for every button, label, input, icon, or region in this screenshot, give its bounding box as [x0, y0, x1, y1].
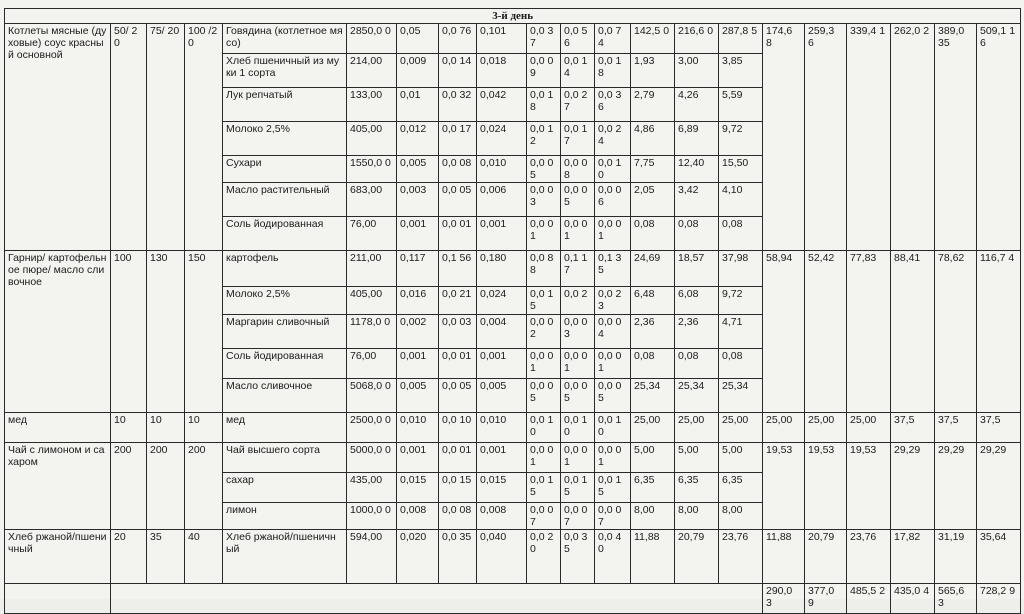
norm-value: 0,0 27: [561, 88, 595, 122]
norm-value: 0,0 05: [561, 183, 595, 217]
cost-value: 216,6 0: [675, 24, 719, 54]
dish-total: 19,53: [763, 443, 805, 530]
norm-value: 0,0 40: [595, 530, 631, 584]
norm-value: 0,0 23: [595, 287, 631, 315]
dish-name: Хлеб ржаной/пшеничный: [5, 530, 111, 584]
norm-value: 0,008: [477, 503, 527, 530]
ingredient-name: лимон: [223, 503, 347, 530]
ingredient-price: 5000,0 0: [347, 443, 397, 473]
cost-value: 5,00: [631, 443, 675, 473]
dish-total: 11,88: [763, 530, 805, 584]
cost-value: 6,48: [631, 287, 675, 315]
dish-total: 389,0 35: [935, 24, 977, 251]
ingredient-name: Масло сливочное: [223, 379, 347, 413]
norm-value: 0,0 17: [561, 122, 595, 156]
cost-value: 24,69: [631, 251, 675, 287]
norm-value: 0,0 32: [439, 88, 477, 122]
norm-value: 0,0 01: [595, 349, 631, 379]
cost-value: 25,34: [631, 379, 675, 413]
cost-value: 4,86: [631, 122, 675, 156]
dish-total: 58,94: [763, 251, 805, 413]
norm-value: 0,0 18: [595, 54, 631, 88]
cost-value: 0,08: [719, 349, 763, 379]
cost-value: 12,40: [675, 156, 719, 183]
table-row: [5, 251, 1021, 287]
norm-value: 0,0 76: [439, 24, 477, 54]
ingredient-price: 435,00: [347, 473, 397, 503]
ingredient-name: Соль йодированная: [223, 217, 347, 251]
menu-cost-table: [4, 8, 1021, 614]
ingredient-price: 405,00: [347, 287, 397, 315]
ingredient-name: картофель: [223, 251, 347, 287]
cost-value: 25,00: [719, 413, 763, 443]
cost-value: 5,00: [719, 443, 763, 473]
grand-total-value: 435,0 4: [891, 584, 935, 614]
dish-name: мед: [5, 413, 111, 443]
dish-total: 37,5: [935, 413, 977, 443]
norm-value: 0,005: [477, 379, 527, 413]
cost-value: 287,8 5: [719, 24, 763, 54]
norm-value: 0,0 08: [561, 156, 595, 183]
norm-value: 0,018: [477, 54, 527, 88]
norm-value: 0,0 05: [527, 156, 561, 183]
portion-size: 10: [147, 413, 185, 443]
norm-value: 0,0 07: [561, 503, 595, 530]
dish-total: 37,5: [891, 413, 935, 443]
cost-value: 8,00: [675, 503, 719, 530]
table-row: [5, 530, 1021, 584]
ingredient-price: 1550,0 0: [347, 156, 397, 183]
cost-value: 2,79: [631, 88, 675, 122]
dish-name: Чай с лимоном и сахаром: [5, 443, 111, 530]
norm-value: 0,001: [477, 349, 527, 379]
norm-value: 0,0 01: [561, 217, 595, 251]
norm-value: 0,0 88: [527, 251, 561, 287]
norm-value: 0,0 24: [595, 122, 631, 156]
ingredient-name: мед: [223, 413, 347, 443]
table-row: [5, 24, 1021, 54]
norm-value: 0,1 17: [561, 251, 595, 287]
norm-value: 0,0 01: [527, 349, 561, 379]
norm-value: 0,005: [397, 156, 439, 183]
cost-value: 0,08: [675, 217, 719, 251]
dish-total: 262,0 2: [891, 24, 935, 251]
dish-name: Котлеты мясные (духовые) соус красный основной: [5, 24, 111, 251]
norm-value: 0,0 15: [527, 287, 561, 315]
norm-value: 0,0 03: [439, 315, 477, 349]
cost-value: 0,08: [631, 349, 675, 379]
norm-value: 0,0 03: [527, 183, 561, 217]
ingredient-price: 594,00: [347, 530, 397, 584]
norm-value: 0,016: [397, 287, 439, 315]
ingredient-price: 405,00: [347, 122, 397, 156]
cost-value: 7,75: [631, 156, 675, 183]
norm-value: 0,0 01: [527, 443, 561, 473]
ingredient-name: Чай высшего сорта: [223, 443, 347, 473]
norm-value: 0,0 10: [527, 413, 561, 443]
title-row: [5, 9, 1021, 24]
norm-value: 0,0 05: [561, 379, 595, 413]
day-title: 3-й день: [5, 9, 1021, 24]
norm-value: 0,0 05: [595, 379, 631, 413]
norm-value: 0,0 15: [527, 473, 561, 503]
cost-value: 20,79: [675, 530, 719, 584]
dish-total: 52,42: [805, 251, 847, 413]
norm-value: 0,024: [477, 287, 527, 315]
norm-value: 0,0 2: [561, 287, 595, 315]
norm-value: 0,0 01: [561, 349, 595, 379]
norm-value: 0,0 18: [527, 88, 561, 122]
portion-size: 100: [111, 251, 147, 413]
portion-size: 10: [185, 413, 223, 443]
ingredient-price: 1000,0 0: [347, 503, 397, 530]
table-row: [5, 443, 1021, 473]
norm-value: 0,024: [477, 122, 527, 156]
dish-total: 31,19: [935, 530, 977, 584]
grand-total-value: 377,0 9: [805, 584, 847, 614]
ingredient-name: сахар: [223, 473, 347, 503]
norm-value: 0,0 20: [527, 530, 561, 584]
cost-value: 8,00: [631, 503, 675, 530]
dish-total: 174,6 8: [763, 24, 805, 251]
norm-value: 0,0 03: [561, 315, 595, 349]
cost-value: 25,34: [719, 379, 763, 413]
ingredient-name: Хлеб пшеничный из муки 1 сорта: [223, 54, 347, 88]
ingredient-price: 211,00: [347, 251, 397, 287]
norm-value: 0,009: [397, 54, 439, 88]
grand-total-value: 728,2 9: [977, 584, 1021, 614]
norm-value: 0,0 56: [561, 24, 595, 54]
norm-value: 0,1 35: [595, 251, 631, 287]
dish-total: 19,53: [847, 443, 891, 530]
dish-total: 29,29: [935, 443, 977, 530]
cost-value: 142,5 0: [631, 24, 675, 54]
norm-value: 0,0 02: [527, 315, 561, 349]
norm-value: 0,015: [477, 473, 527, 503]
norm-value: 0,010: [477, 413, 527, 443]
norm-value: 0,0 10: [439, 413, 477, 443]
dish-name: Гарнир/ картофельное пюре/ масло сливочное: [5, 251, 111, 413]
norm-value: 0,0 01: [561, 443, 595, 473]
norm-value: 0,010: [477, 156, 527, 183]
norm-value: 0,001: [397, 349, 439, 379]
portion-size: 100 /20: [185, 24, 223, 251]
norm-value: 0,001: [397, 443, 439, 473]
cost-value: 37,98: [719, 251, 763, 287]
norm-value: 0,0 09: [527, 54, 561, 88]
cost-value: 25,34: [675, 379, 719, 413]
ingredient-price: 1178,0 0: [347, 315, 397, 349]
ingredient-price: 76,00: [347, 217, 397, 251]
dish-total: 29,29: [891, 443, 935, 530]
norm-value: 0,005: [397, 379, 439, 413]
cost-value: 3,00: [675, 54, 719, 88]
norm-value: 0,0 01: [527, 217, 561, 251]
cost-value: 5,00: [675, 443, 719, 473]
norm-value: 0,012: [397, 122, 439, 156]
norm-value: 0,0 10: [561, 413, 595, 443]
grand-total-value: 565,6 3: [935, 584, 977, 614]
dish-total: 29,29: [977, 443, 1021, 530]
cost-value: 18,57: [675, 251, 719, 287]
cost-value: 3,85: [719, 54, 763, 88]
cost-value: 9,72: [719, 287, 763, 315]
dish-total: 35,64: [977, 530, 1021, 584]
norm-value: 0,0 14: [561, 54, 595, 88]
norm-value: 0,020: [397, 530, 439, 584]
cost-value: 2,36: [675, 315, 719, 349]
ingredient-price: 2850,0 0: [347, 24, 397, 54]
norm-value: 0,0 37: [527, 24, 561, 54]
cost-value: 1,93: [631, 54, 675, 88]
portion-size: 20: [111, 530, 147, 584]
ingredient-name: Соль йодированная: [223, 349, 347, 379]
cost-value: 2,36: [631, 315, 675, 349]
norm-value: 0,0 10: [595, 156, 631, 183]
norm-value: 0,001: [477, 443, 527, 473]
ingredient-name: Сухари: [223, 156, 347, 183]
norm-value: 0,0 01: [595, 217, 631, 251]
norm-value: 0,0 10: [595, 413, 631, 443]
cost-value: 8,00: [719, 503, 763, 530]
ingredient-price: 214,00: [347, 54, 397, 88]
norm-value: 0,006: [477, 183, 527, 217]
ingredient-name: Хлеб ржаной/пшеничный: [223, 530, 347, 584]
dish-total: 339,4 1: [847, 24, 891, 251]
portion-size: 40: [185, 530, 223, 584]
cost-value: 6,35: [719, 473, 763, 503]
cost-value: 25,00: [675, 413, 719, 443]
norm-value: 0,0 14: [439, 54, 477, 88]
cost-value: 3,42: [675, 183, 719, 217]
norm-value: 0,008: [397, 503, 439, 530]
grand-total-value: 485,5 2: [847, 584, 891, 614]
dish-total: 25,00: [847, 413, 891, 443]
portion-size: 35: [147, 530, 185, 584]
portion-size: 150: [185, 251, 223, 413]
norm-value: 0,0 06: [595, 183, 631, 217]
ingredient-name: Молоко 2,5%: [223, 287, 347, 315]
cost-value: 11,88: [631, 530, 675, 584]
norm-value: 0,0 01: [595, 443, 631, 473]
ingredient-price: 5068,0 0: [347, 379, 397, 413]
norm-value: 0,0 15: [561, 473, 595, 503]
cost-value: 6,35: [675, 473, 719, 503]
norm-value: 0,01: [397, 88, 439, 122]
ingredient-price: 133,00: [347, 88, 397, 122]
norm-value: 0,0 07: [527, 503, 561, 530]
ingredient-name: Молоко 2,5%: [223, 122, 347, 156]
cost-value: 2,05: [631, 183, 675, 217]
portion-size: 130: [147, 251, 185, 413]
norm-value: 0,0 05: [439, 183, 477, 217]
cost-value: 9,72: [719, 122, 763, 156]
norm-value: 0,003: [397, 183, 439, 217]
dish-total: 25,00: [805, 413, 847, 443]
cost-value: 0,08: [719, 217, 763, 251]
table-row: [5, 413, 1021, 443]
dish-total: 19,53: [805, 443, 847, 530]
norm-value: 0,0 35: [439, 530, 477, 584]
norm-value: 0,001: [397, 217, 439, 251]
ingredient-price: 2500,0 0: [347, 413, 397, 443]
norm-value: 0,117: [397, 251, 439, 287]
cost-value: 6,35: [631, 473, 675, 503]
cost-value: 23,76: [719, 530, 763, 584]
cost-value: 4,26: [675, 88, 719, 122]
portion-size: 200: [185, 443, 223, 530]
norm-value: 0,015: [397, 473, 439, 503]
norm-value: 0,0 15: [439, 473, 477, 503]
norm-value: 0,0 08: [439, 503, 477, 530]
cost-value: 0,08: [631, 217, 675, 251]
ingredient-price: 683,00: [347, 183, 397, 217]
norm-value: 0,1 56: [439, 251, 477, 287]
norm-value: 0,180: [477, 251, 527, 287]
norm-value: 0,0 36: [595, 88, 631, 122]
cost-value: 6,89: [675, 122, 719, 156]
dish-total: 78,62: [935, 251, 977, 413]
norm-value: 0,0 05: [527, 379, 561, 413]
dish-total: 116,7 4: [977, 251, 1021, 413]
cost-value: 6,08: [675, 287, 719, 315]
portion-size: 10: [111, 413, 147, 443]
dish-total: 37,5: [977, 413, 1021, 443]
dish-total: 77,83: [847, 251, 891, 413]
norm-value: 0,0 08: [439, 156, 477, 183]
portion-size: 75/ 20: [147, 24, 185, 251]
grand-total-value: 290,0 3: [763, 584, 805, 614]
cost-value: 4,10: [719, 183, 763, 217]
norm-value: 0,001: [477, 217, 527, 251]
dish-total: 20,79: [805, 530, 847, 584]
norm-value: 0,0 35: [561, 530, 595, 584]
dish-total: 23,76: [847, 530, 891, 584]
norm-value: 0,0 01: [439, 349, 477, 379]
norm-value: 0,004: [477, 315, 527, 349]
norm-value: 0,0 04: [595, 315, 631, 349]
norm-value: 0,0 12: [527, 122, 561, 156]
cost-value: 5,59: [719, 88, 763, 122]
norm-value: 0,042: [477, 88, 527, 122]
norm-value: 0,101: [477, 24, 527, 54]
ingredient-price: 76,00: [347, 349, 397, 379]
cost-value: 4,71: [719, 315, 763, 349]
norm-value: 0,040: [477, 530, 527, 584]
dish-total: 88,41: [891, 251, 935, 413]
portion-size: 50/ 20: [111, 24, 147, 251]
norm-value: 0,0 07: [595, 503, 631, 530]
norm-value: 0,002: [397, 315, 439, 349]
cost-value: 25,00: [631, 413, 675, 443]
dish-total: 25,00: [763, 413, 805, 443]
portion-size: 200: [111, 443, 147, 530]
norm-value: 0,0 01: [439, 443, 477, 473]
norm-value: 0,05: [397, 24, 439, 54]
norm-value: 0,010: [397, 413, 439, 443]
ingredient-name: Маргарин сливочный: [223, 315, 347, 349]
cost-value: 15,50: [719, 156, 763, 183]
norm-value: 0,0 01: [439, 217, 477, 251]
norm-value: 0,0 15: [595, 473, 631, 503]
dish-total: 509,1 16: [977, 24, 1021, 251]
dish-total: 259,3 6: [805, 24, 847, 251]
dish-total: 17,82: [891, 530, 935, 584]
norm-value: 0,0 17: [439, 122, 477, 156]
ingredient-name: Лук репчатый: [223, 88, 347, 122]
cost-value: 0,08: [675, 349, 719, 379]
norm-value: 0,0 74: [595, 24, 631, 54]
norm-value: 0,0 21: [439, 287, 477, 315]
ingredient-name: Говядина (котлетное мясо): [223, 24, 347, 54]
portion-size: 200: [147, 443, 185, 530]
ingredient-name: Масло растительный: [223, 183, 347, 217]
norm-value: 0,0 05: [439, 379, 477, 413]
